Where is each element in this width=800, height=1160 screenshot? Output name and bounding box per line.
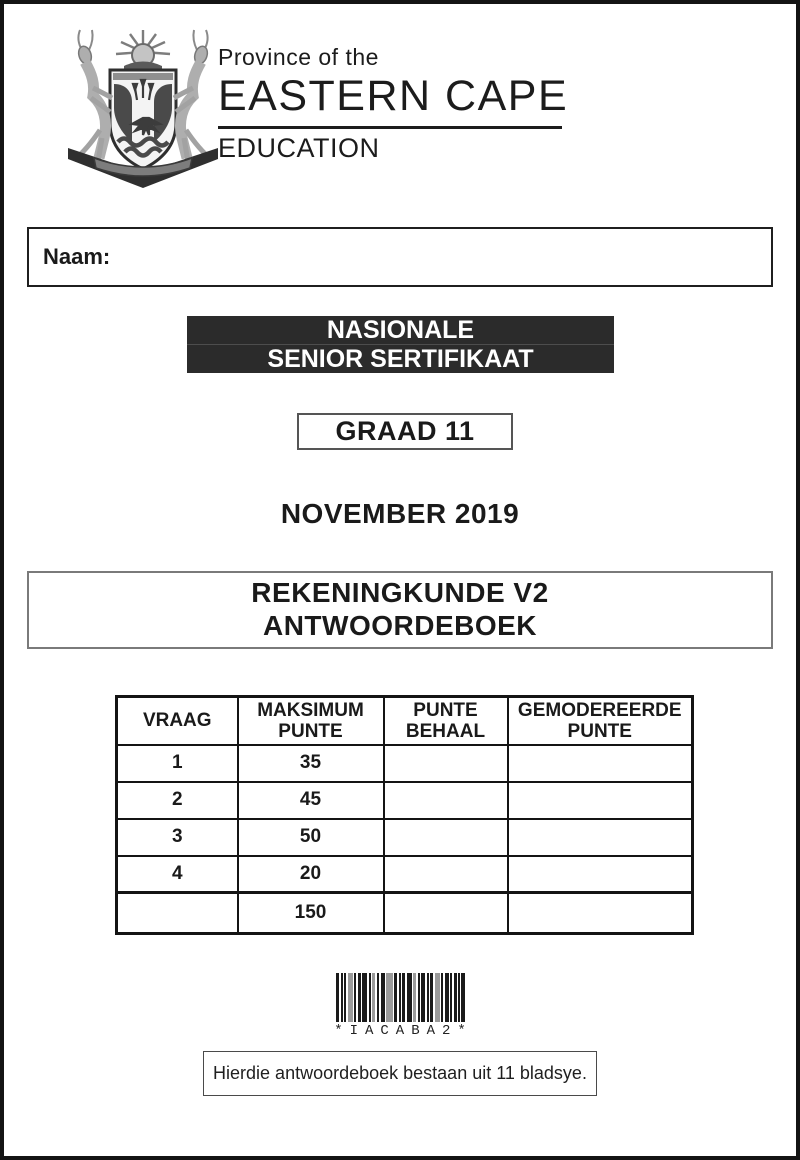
cell-maksimum: 20: [238, 856, 384, 893]
header-maksimum-punte: MAKSIMUM PUNTE: [238, 697, 384, 745]
cell-vraag: 3: [117, 819, 238, 856]
table-row: [117, 745, 693, 782]
cell-gemodereerde[interactable]: [508, 745, 693, 782]
cell-vraag: 4: [117, 856, 238, 893]
logo-wordmark: [218, 44, 568, 164]
cell-behaal[interactable]: [384, 782, 508, 819]
cell-behaal-total[interactable]: [384, 893, 508, 934]
logo-underline: [218, 126, 562, 129]
logo-eastern-cape: EASTERN CAPE: [218, 72, 569, 120]
grade-box: [297, 413, 513, 450]
marks-table-header-row: [117, 697, 693, 745]
cell-behaal[interactable]: [384, 856, 508, 893]
cell-gemodereerde[interactable]: [508, 782, 693, 819]
table-total-row: [117, 893, 693, 934]
header-vraag: VRAAG: [117, 697, 238, 745]
page-count-box: [203, 1051, 597, 1096]
cell-vraag-total: [117, 893, 238, 934]
barcode: [4, 973, 796, 1039]
table-row: [117, 856, 693, 893]
table-row: [117, 782, 693, 819]
cell-vraag: 2: [117, 782, 238, 819]
exam-session: NOVEMBER 2019: [280, 498, 520, 529]
subject-subtitle: ANTWOORDEBOEK: [262, 610, 538, 641]
cell-maksimum: 50: [238, 819, 384, 856]
cell-gemodereerde-total[interactable]: [508, 893, 693, 934]
cell-gemodereerde[interactable]: [508, 856, 693, 893]
cell-vraag: 1: [117, 745, 238, 782]
cell-maksimum: 35: [238, 745, 384, 782]
cell-behaal[interactable]: [384, 745, 508, 782]
certificate-banner: [187, 316, 614, 373]
cell-behaal[interactable]: [384, 819, 508, 856]
banner-line-senior-sertifikaat: SENIOR SERTIFIKAAT: [267, 345, 534, 373]
subject-title: REKENINGKUNDE V2: [251, 577, 549, 608]
antelope-supporter-icon: [74, 30, 112, 162]
eastern-cape-coat-of-arms-logo: [52, 26, 234, 192]
name-field-box[interactable]: [27, 227, 773, 287]
subject-box: [27, 571, 773, 649]
barcode-bars-icon: [336, 973, 465, 1022]
barcode-text: *IACABA2*: [334, 1023, 473, 1039]
cell-maksimum: 45: [238, 782, 384, 819]
cell-maksimum-total: 150: [238, 893, 384, 934]
header-gemodereerde-punte: GEMODEREERDE PUNTE: [508, 697, 693, 745]
logo-education: EDUCATION: [218, 133, 380, 163]
grade-label: GRAAD 11: [335, 416, 475, 446]
table-row: [117, 819, 693, 856]
page-count-note: Hierdie antwoordeboek bestaan uit 11 bladsye.: [213, 1063, 587, 1083]
marks-table: [115, 695, 694, 935]
cell-gemodereerde[interactable]: [508, 819, 693, 856]
logo-province-of-the: Province of the: [218, 44, 379, 70]
header-punte-behaal: PUNTE BEHAAL: [384, 697, 508, 745]
banner-line-nasionale: NASIONALE: [326, 316, 475, 344]
name-field-label: Naam:: [43, 244, 111, 269]
